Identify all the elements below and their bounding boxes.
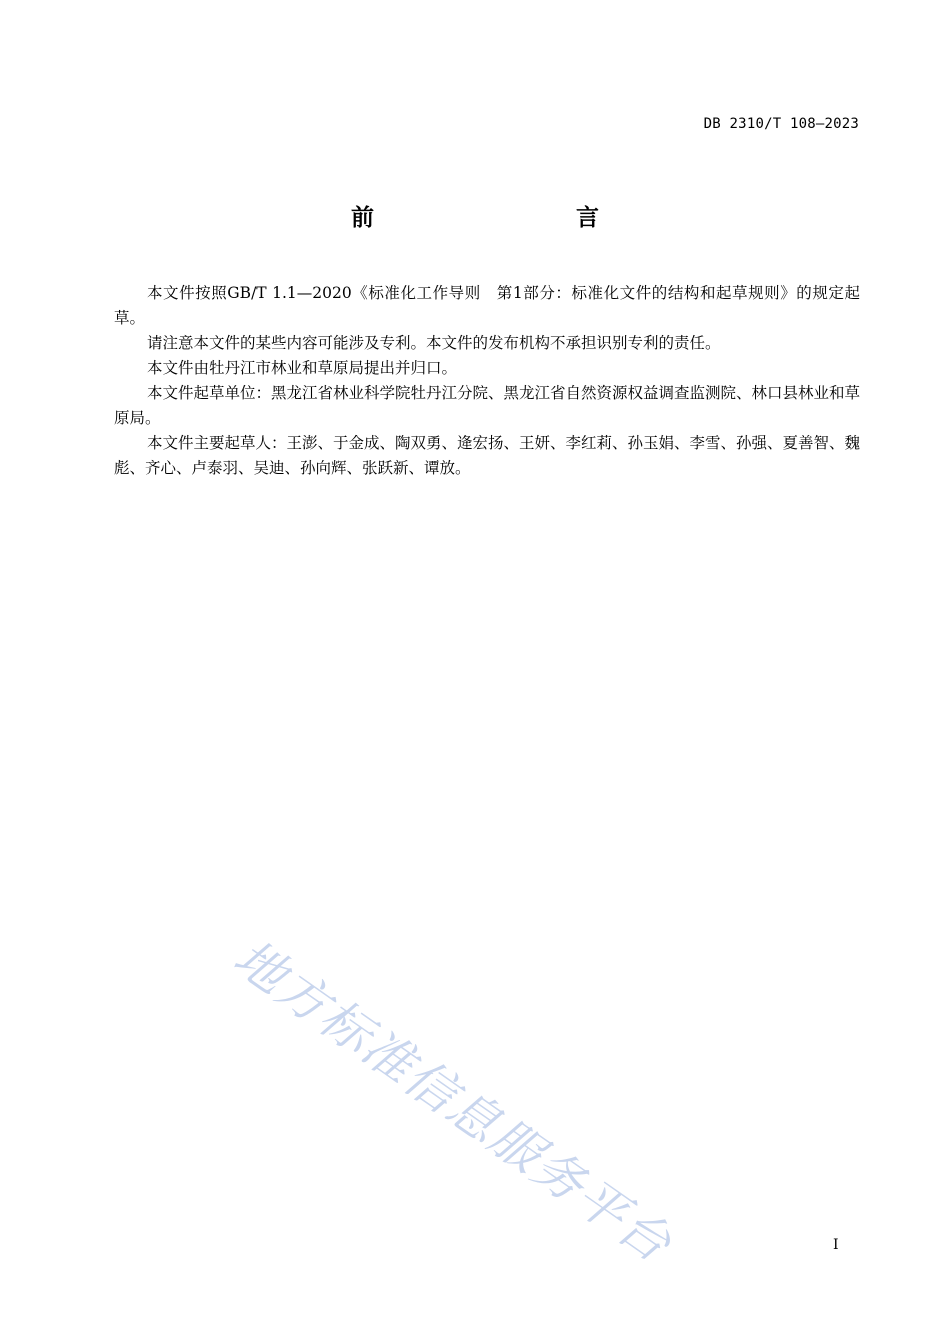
page-number: I — [833, 1237, 839, 1253]
paragraph-drafters: 本文件主要起草人：王澎、于金成、陶双勇、逄宏扬、王妍、李红莉、孙玉娟、李雪、孙强、夏善智、魏彪、齐心、卢泰羽、吴迪、孙向辉、张跃新、谭放。 — [114, 434, 861, 477]
paragraph-patent-notice: 请注意本文件的某些内容可能涉及专利。本文件的发布机构不承担识别专利的责任。 — [147, 334, 721, 352]
paragraph-proposer: 本文件由牡丹江市林业和草原局提出并归口。 — [147, 359, 458, 377]
foreword-body — [114, 281, 860, 481]
paragraph-drafting-units: 本文件起草单位：黑龙江省林业科学院牡丹江分院、黑龙江省自然资源权益调查监测院、林口县林业和草原局。 — [114, 384, 861, 427]
page-title: 前 言 — [351, 205, 651, 231]
document-code: DB 2310/T 108—2023 — [703, 116, 859, 132]
watermark: 地方标准信息服务平台 — [223, 928, 683, 1275]
paragraph-drafting-basis: 本文件按照GB/T 1.1—2020《标准化工作导则 第1部分：标准化文件的结构和起草规则》的规定起草。 — [114, 284, 860, 327]
